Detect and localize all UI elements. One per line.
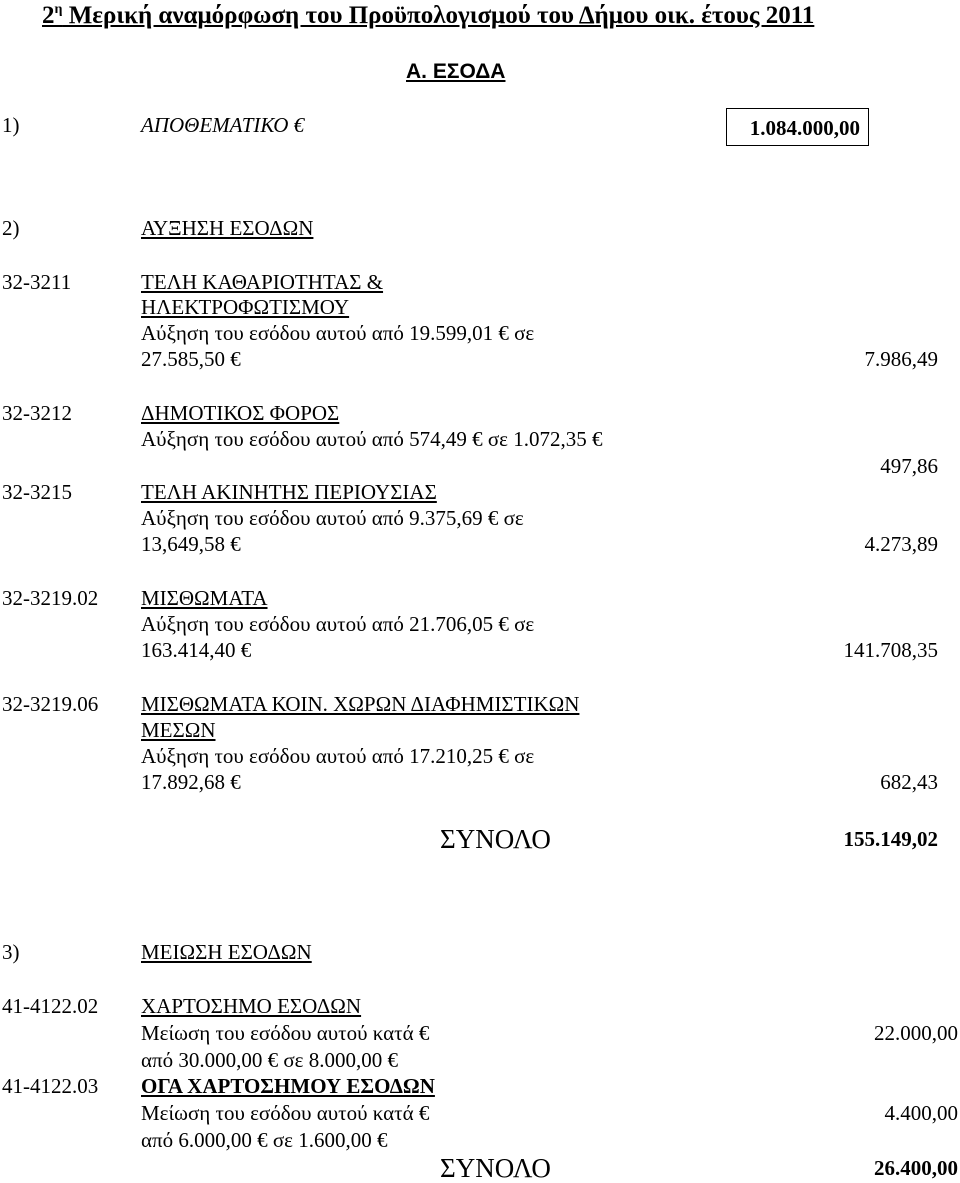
item-description: Αύξηση του εσόδου αυτού από 9.375,69 € σε <box>141 506 524 530</box>
item-code: 32-3219.06 <box>2 692 99 716</box>
section-heading: Α. ΕΣΟΔΑ <box>406 60 506 83</box>
item-title: ΤΕΛΗ ΑΚΙΝΗΤΗΣ ΠΕΡΙΟΥΣΙΑΣ <box>141 480 437 504</box>
item-code: 32-3219.02 <box>2 586 99 610</box>
section-2-number: 2) <box>2 216 20 240</box>
section-3-number: 3) <box>2 940 20 964</box>
item-description-cont: από 6.000,00 € σε 1.600,00 € <box>141 1128 388 1152</box>
section-1-number: 1) <box>2 113 20 137</box>
section-2-title: ΑΥΞΗΣΗ ΕΣΟΔΩΝ <box>141 216 314 240</box>
item-amount: 497,86 <box>880 454 938 478</box>
item-description: Αύξηση του εσόδου αυτού από 17.210,25 € σε <box>141 744 535 768</box>
total-label: ΣΥΝΟΛΟ <box>440 824 551 854</box>
item-description: Αύξηση του εσόδου αυτού από 21.706,05 € σε <box>141 612 535 636</box>
item-code: 41-4122.02 <box>2 994 99 1018</box>
reserve-label: ΑΠΟΘΕΜΑΤΙΚΟ € <box>141 113 305 137</box>
item-title: ΜΙΣΘΩΜΑΤΑ <box>141 586 268 610</box>
item-code: 41-4122.03 <box>2 1074 99 1098</box>
item-description: Αύξηση του εσόδου αυτού από 574,49 € σε 1.072,35 € <box>141 427 603 451</box>
item-amount: 4.273,89 <box>864 532 938 556</box>
item-description: Μείωση του εσόδου αυτού κατά € <box>141 1101 430 1125</box>
item-amount: 22.000,00 <box>874 1021 958 1045</box>
item-description-cont: 163.414,40 € <box>141 638 252 662</box>
item-amount: 7.986,49 <box>864 347 938 371</box>
item-amount: 141.708,35 <box>843 638 938 662</box>
reserve-amount: 1.084.000,00 <box>726 108 869 146</box>
item-title: ΔΗΜΟΤΙΚΟΣ ΦΟΡΟΣ <box>141 401 340 425</box>
item-code: 32-3211 <box>2 270 72 294</box>
total-amount: 26.400,00 <box>874 1156 958 1180</box>
item-amount: 682,43 <box>880 770 938 794</box>
item-description-cont: 13,649,58 € <box>141 532 241 556</box>
total-label: ΣΥΝΟΛΟ <box>440 1153 551 1183</box>
item-description: Μείωση του εσόδου αυτού κατά € <box>141 1021 430 1045</box>
item-title: ΧΑΡΤΟΣΗΜΟ ΕΣΟΔΩΝ <box>141 994 362 1018</box>
item-description-cont: 17.892,68 € <box>141 770 241 794</box>
item-title: ΤΕΛΗ ΚΑΘΑΡΙΟΤΗΤΑΣ & <box>141 270 384 294</box>
item-description-cont: από 30.000,00 € σε 8.000,00 € <box>141 1048 398 1072</box>
item-title: ΟΓΑ ΧΑΡΤΟΣΗΜΟΥ ΕΣΟΔΩΝ <box>141 1074 435 1098</box>
item-code: 32-3215 <box>2 480 72 504</box>
item-code: 32-3212 <box>2 401 72 425</box>
item-title-cont: ΗΛΕΚΤΡΟΦΩΤΙΣΜΟΥ <box>141 295 350 319</box>
section-3-title: ΜΕΙΩΣΗ ΕΣΟΔΩΝ <box>141 940 312 964</box>
item-title-cont: ΜΕΣΩΝ <box>141 718 216 742</box>
item-description: Αύξηση του εσόδου αυτού από 19.599,01 € σε <box>141 321 535 345</box>
document-title: $2^\eta$ Μερική αναμόρφωση του Προϋπολογισμού του Δήμου οικ. έτους 2011 <box>42 2 815 29</box>
item-description-cont: 27.585,50 € <box>141 347 241 371</box>
item-amount: 4.400,00 <box>884 1101 958 1125</box>
item-title: ΜΙΣΘΩΜΑΤΑ ΚΟΙΝ. ΧΩΡΩΝ ΔΙΑΦΗΜΙΣΤΙΚΩΝ <box>141 692 580 716</box>
total-amount: 155.149,02 <box>843 827 938 851</box>
